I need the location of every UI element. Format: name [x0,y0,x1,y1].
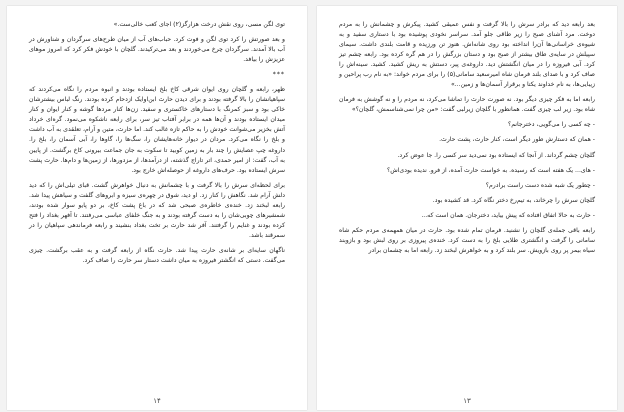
right-paragraph-5: گلچان چشم گرداند. از آنجا که ایستاده بود نمی‌دید سر کسی را. جا عوض کرد. [397,151,595,159]
right-paragraph-10: رابعه باقی جمله‌ی گلچان را نشنید. فرمان تمام شده بود. حارث در میان همهمه‌ی مردم حکم شاه سامانی را گرفت و انگشتری طلایی بلخ را به دست کرد. خنده‌ی پیروزی بر روی لبش بود و بازوبند سیاه بیمر پر روی بازویش. سر بلند کرد و به خواهرش لبخند زد. رابعه اما به چشمان برادر [339,226,595,254]
section-break: *** [272,71,285,79]
left-paragraph-4: برای لحظه‌ای سرش را بالا گرفت و با چشمانش به دنبال خواهرش گشت. قبای تیلی‌اش را که دید دلش آرام شد. نگاهش را کنار زد. او دید، شوق در چهره‌ی سیزه و ابروهای گلفت و سیاهش پیدا شد. رابعه لبخند زد. خنده‌ی خاطره‌ی صبحی شد که در باغ پشت کاخ، بر دو پایو سوار شده بودند، شمشیرهای چوبی‌شان را به دست گرفته بودند و به جنگ خلفای عباسی می‌رفتند. تا آفهر بغداد را فتح کرده بودند و غنایم را گرفتند. آفر شد حارث بر تخت بغداد بنشیند و رابعه فرماندهی سپاهیان را در سمرقند باشد. [29,181,285,239]
left-paragraph-2: و بعد صورتش را کرد توی لگن و فوت کرد. حباب‌های آب از میان طرح‌های سرگردان و شناورش در آب بالا آمدند. سرگردان چرخ می‌خوردند و بعد می‌ترکیدند. گلچان با خودش فکر کرد که امروز موهای عزیزش را بیافد. [29,36,285,64]
left-paragraph-3: ظهر، رابعه و گلچان روی ایوان شرقی کاخ بلخ ایستاده بودند و انبوه مردم را نگاه می‌کردند که سپاهیانشان را بالا گرفته بودند و برای دیدن حارث ابن‌اوایک ازدحام کرده بودند. رنگ لباس بیشترشان خاکی بود و سبز کمرنگ با دستارهای خاکستری و سفید. زن‌ها کنار مردها گوشه و کنار ایوان و کنار میدان ایستاده بودند و آن‌ها همه در برابر آفتاب تیز سر، برای رابعه ناشکوه می‌نمود. گره‌ای خرداد آتش بخزیر می‌شوانت خودش را به حاکم تازه غالب کند. اما حارث، متین و آرام، تعلقدی به آب داشت و بلخ را نگاه می‌کرد. مردان در دیوار خانه‌هایشان را، سگ‌ها را، گاوها را، آبی آسمان را، بلخ را. داروغه چپ عصایش را چند بار به زمین کوبید تا سکوت به جان جماعت بیرونی کاخ برگشت. از پایین به آب، گفت: از امیر حمدی، اتر تاراج گذشته، از درآمدها، از مزدورها، از زمین‌ها و دام‌ها. حارث پشت سرش ایستاده بود. حرف‌های داروغه از حوصله‌اش خارج بود. [29,86,285,174]
right-paragraph-8: گلچان سرش را چرخاند، به تیم‌رخ دختر نگاه کرد. قد کشیده بود. [432,196,595,204]
right-paragraph-9: - حارث به حالا اتفاق افتاده که پیش بیاید، دخترجان. همان است که... [421,211,595,219]
left-page [7,6,307,410]
right-paragraph-6: - های... یک هفته است که رسیده. به خواست حارث آمده، از فرو. ندیده بودی‌اش؟ [386,166,595,174]
right-page-number: ۱۳ [463,397,471,405]
right-page [317,6,617,410]
right-paragraph-2: رابعه اما به فکر چیزی دیگر بود. نه صورت حارث را تماشا می‌کرد، نه مردم را و نه گوشش به فرمان شاه بود. زیر لب چیزی گفت. همانطور با گلچان زیرلبی گفت: «من چرا نمی‌شناسمش، گلچان؟» [339,96,595,114]
left-paragraph-1: توی لگن مسی، روی نقش درخت هزارگز(۲) اجای کعب خالی‌ست.» [113,21,285,28]
right-page-text [339,20,595,261]
left-paragraph-5: ناگهان سایه‌ای بر شانه‌ی حارث پیدا شد. حارث نگاه از رابعه گرفت و به عقب برگشت. چیزی می‌گفت. دستی که انگشتر فیروزه به میان داشت دستار سر حارث را صاف کرد. [29,246,285,264]
right-paragraph-4: - همان که دستارش طور دیگر است، کنار حارث، پشت حارث. [439,136,595,144]
left-page-text [29,20,285,271]
right-paragraph-7: - چطور یک شبه شده دست راست برادرم؟ [485,181,595,189]
right-paragraph-3: - چه کسی را می‌گویی، دخترجانم؟ [507,121,595,129]
right-paragraph-1: بعد رابعه دید که برادر سرش را بالا گرفت و نفس عمیقی کشید. پیکرش و چشمانش را به مردم دوخت. مرد آشنای صبح را زیر طاقی جلو آمد. سراسر نخودی پوشیده بود با دستاری سفید و به شیوه‌ی خراسانی‌ها آن‌را انداخته بود روی شانه‌اش. هنوز تن ورزیده و قامت بلندی داشت. سیمای سپیلش در سایه‌ی طاق بیشتر از صبح بود و دستان بزرگش را در هم گره کرده بود. رابعه چشم تیز کرد. آبی فیروزه را در میان انگشتش دید. داروغه‌ی پیر، دستش به ریش کشید. کشید. سینه‌اش را صاف کرد و با صدای بلند فرمان شاه امیرسعید سامانی(۵) را برای مردم خواند: «به نام رب پراحین و زیبایی‌ها، به نام خداوند یکتا و برقرار آسمان‌ها و زمین...» [339,21,595,89]
left-page-number: ۱۴ [153,397,161,405]
